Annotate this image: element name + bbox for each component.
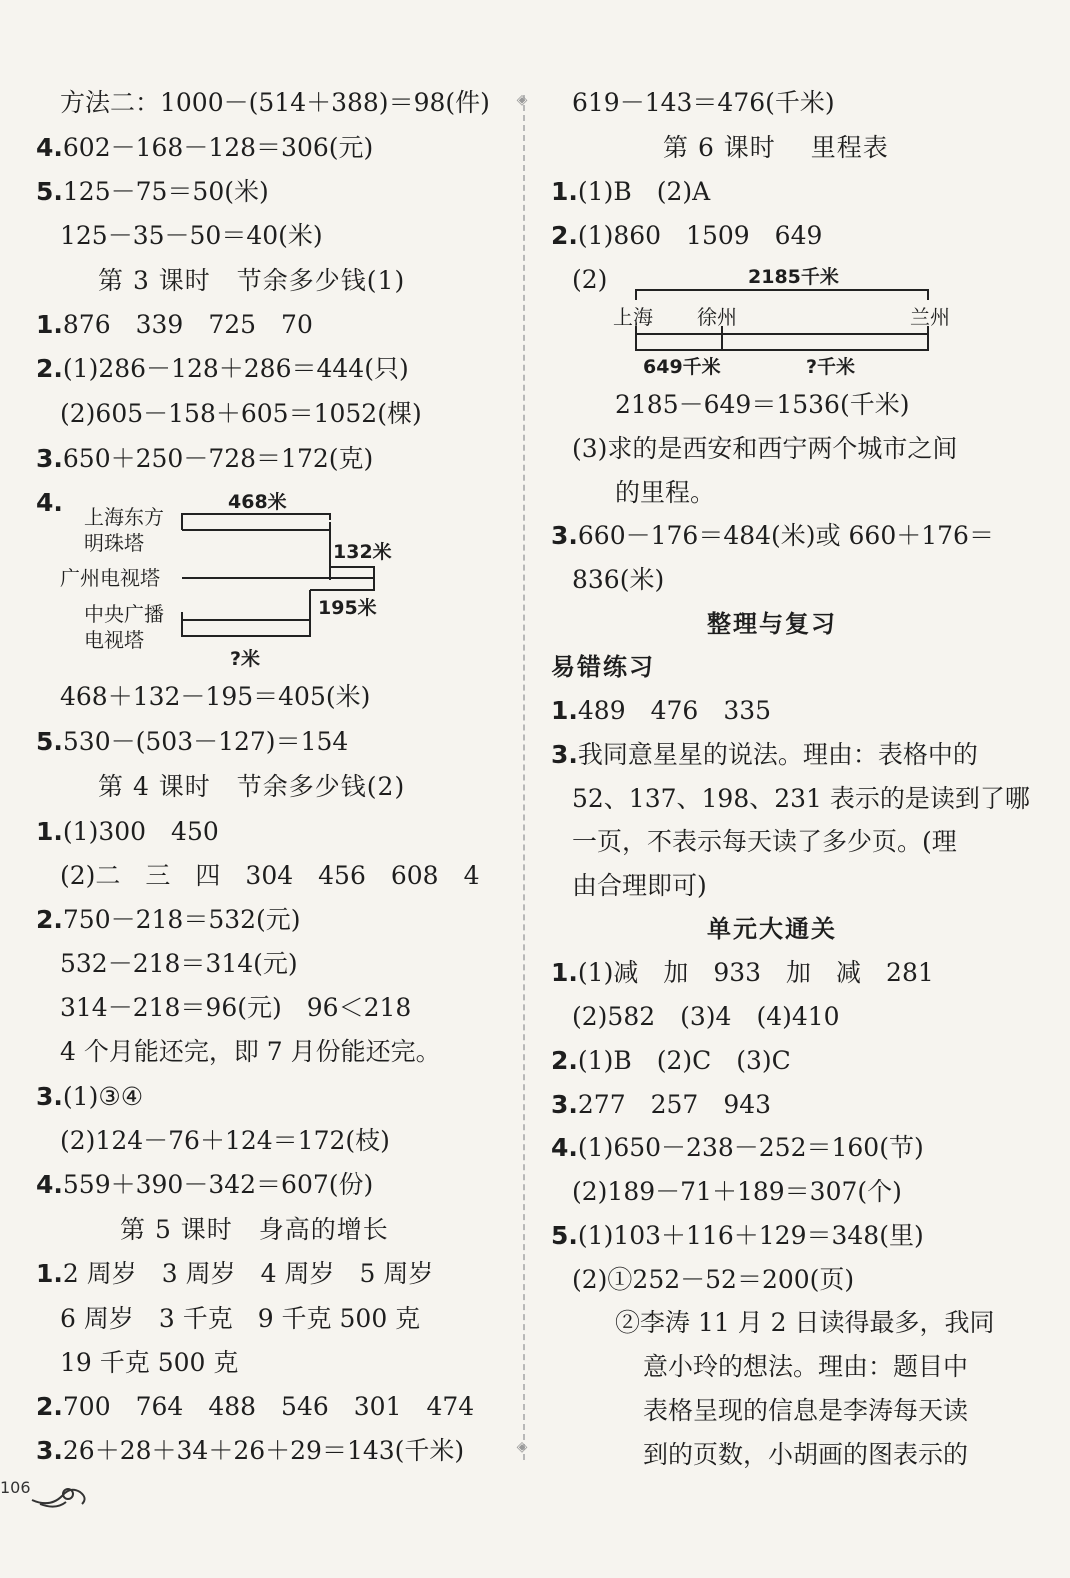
answer-text: 700 764 488 546 301 474 xyxy=(62,1392,475,1421)
answer-text: 559＋390－342＝607(份) xyxy=(62,1170,374,1199)
answer-text: (3)求的是西安和西宁两个城市之间 xyxy=(572,434,958,463)
label-lanzhou: 兰州 xyxy=(910,305,950,329)
question-number: 3. xyxy=(551,740,578,769)
answer-text: 277 257 943 xyxy=(577,1090,772,1119)
answer-text: (1)减 加 933 加 减 281 xyxy=(577,958,934,987)
question-number: 1. xyxy=(36,817,63,846)
answer-text: (1)286－128＋286＝444(只) xyxy=(62,354,409,383)
answer-text: 6 周岁 3 千克 9 千克 500 克 xyxy=(60,1304,421,1333)
question-number: 3. xyxy=(36,1082,63,1111)
answer-text: (1)860 1509 649 xyxy=(577,221,823,250)
answer-text: 619－143＝476(千米) xyxy=(572,88,835,117)
answer-text: (1)B (2)A xyxy=(577,177,711,206)
question-4-number: 4. xyxy=(36,488,63,517)
answer-text: 19 千克 500 克 xyxy=(60,1348,239,1377)
question-number: 2. xyxy=(551,1046,578,1075)
answer-text: 由合理即可) xyxy=(572,871,707,900)
section-heading: 第 3 课时 节余多少钱(1) xyxy=(98,266,406,295)
answer-text: 一页，不表示每天读了多少页。(理 xyxy=(572,827,957,856)
question-number: 2. xyxy=(551,221,578,250)
question-number: 4. xyxy=(36,1170,63,1199)
question-number: 2. xyxy=(36,354,63,383)
answer-text: 530－(503－127)＝154 xyxy=(62,727,349,756)
label-canton-tower: 广州电视塔 xyxy=(60,566,160,590)
answer-text: 我同意星星的说法。理由：表格中的 xyxy=(577,740,978,769)
answer-text: 2185－649＝1536(千米) xyxy=(615,390,910,419)
answer-text: (2)二 三 四 304 456 608 4 xyxy=(60,861,480,890)
label-195m: 195米 xyxy=(318,597,377,619)
question-number: 1. xyxy=(551,177,578,206)
label-segment-649: 649千米 xyxy=(643,356,721,378)
answer-text: (1)650－238－252＝160(节) xyxy=(577,1133,924,1162)
question-number: 1. xyxy=(551,696,578,725)
answer-text: 表格呈现的信息是李涛每天读 xyxy=(643,1396,969,1425)
answer-text: 836(米) xyxy=(572,565,665,594)
question-number: 5. xyxy=(551,1221,578,1250)
answer-text: 26＋28＋34＋26＋29＝143(千米) xyxy=(62,1436,465,1465)
question-number: 3. xyxy=(36,444,63,473)
answer-text: (2) xyxy=(572,265,608,294)
section-heading: 第 6 课时 里程表 xyxy=(663,133,889,162)
answer-text: 650＋250－728＝172(克) xyxy=(62,444,374,473)
label-cctv-tower-2: 电视塔 xyxy=(84,628,144,652)
answer-text: (1)③④ xyxy=(62,1082,144,1111)
answer-text: 的里程。 xyxy=(615,478,716,507)
label-468m: 468米 xyxy=(228,491,287,513)
answer-text: 2 周岁 3 周岁 4 周岁 5 周岁 xyxy=(62,1259,434,1288)
divider-ornament-top: ◈ xyxy=(516,92,528,108)
label-total-distance: 2185千米 xyxy=(748,266,839,288)
question-number: 3. xyxy=(551,1090,578,1119)
question-number: 5. xyxy=(36,177,63,206)
question-number: 5. xyxy=(36,727,63,756)
answer-text: 意小玲的想法。理由：题目中 xyxy=(643,1352,969,1381)
label-segment-unknown: ?千米 xyxy=(806,356,856,378)
question-number: 1. xyxy=(36,1259,63,1288)
answer-text: 125－35－50＝40(米) xyxy=(60,221,323,250)
question-number: 1. xyxy=(551,958,578,987)
answer-text: 876 339 725 70 xyxy=(62,310,313,339)
question-number: 3. xyxy=(36,1436,63,1465)
answer-text: 314－218＝96(元) 96＜218 xyxy=(60,993,412,1022)
label-unknown-m: ?米 xyxy=(230,648,261,670)
answer-text: 4 个月能还完，即 7 月份能还完。 xyxy=(60,1037,441,1066)
question-number: 1. xyxy=(36,310,63,339)
section-heading: 单元大通关 xyxy=(707,915,837,943)
answer-text: 602－168－128＝306(元) xyxy=(62,133,374,162)
answer-text: 52、137、198、231 表示的是读到了哪 xyxy=(572,784,1030,813)
answer-text: 125－75＝50(米) xyxy=(62,177,269,206)
answer-text: 489 476 335 xyxy=(577,696,772,725)
answer-text: (1)B (2)C (3)C xyxy=(577,1046,791,1075)
answer-text: 660－176＝484(米)或 660＋176＝ xyxy=(577,521,994,550)
answer-text: 532－218＝314(元) xyxy=(60,949,298,978)
question-number: 4. xyxy=(36,133,63,162)
answer-text: (2)189－71＋189＝307(个) xyxy=(572,1177,902,1206)
section-heading: 第 4 课时 节余多少钱(2) xyxy=(98,772,406,801)
page-number: 106 xyxy=(0,1478,31,1497)
label-cctv-tower-1: 中央广播 xyxy=(84,602,164,626)
question-number: 3. xyxy=(551,521,578,550)
answer-text: (2)605－158＋605＝1052(棵) xyxy=(60,399,422,428)
label-oriental-pearl-1: 上海东方 xyxy=(84,505,164,529)
answer-text: (2)124－76＋124＝172(枝) xyxy=(60,1126,390,1155)
section-heading: 易错练习 xyxy=(551,653,655,681)
answer-text: 方法二：1000－(514＋388)＝98(件) xyxy=(60,88,490,117)
answer-text: (2)①252－52＝200(页) xyxy=(572,1265,855,1294)
answer-text: 468＋132－195＝405(米) xyxy=(60,682,371,711)
question-number: 4. xyxy=(551,1133,578,1162)
label-xuzhou: 徐州 xyxy=(697,305,737,329)
question-number: 2. xyxy=(36,1392,63,1421)
answer-text: 到的页数，小胡画的图表示的 xyxy=(643,1440,969,1469)
answer-text: (2)582 (3)4 (4)410 xyxy=(572,1002,840,1031)
answer-text: ②李涛 11 月 2 日读得最多，我同 xyxy=(615,1308,995,1337)
answer-text: 750－218＝532(元) xyxy=(62,905,301,934)
section-heading: 第 5 课时 身高的增长 xyxy=(120,1215,389,1244)
label-oriental-pearl-2: 明珠塔 xyxy=(84,531,144,555)
divider-ornament-bottom: ◈ xyxy=(516,1439,528,1455)
question-number: 2. xyxy=(36,905,63,934)
label-shanghai: 上海 xyxy=(613,305,653,329)
answer-text: (1)300 450 xyxy=(62,817,219,846)
label-132m: 132米 xyxy=(333,541,392,563)
answer-text: (1)103＋116＋129＝348(里) xyxy=(577,1221,924,1250)
section-heading: 整理与复习 xyxy=(707,610,837,638)
